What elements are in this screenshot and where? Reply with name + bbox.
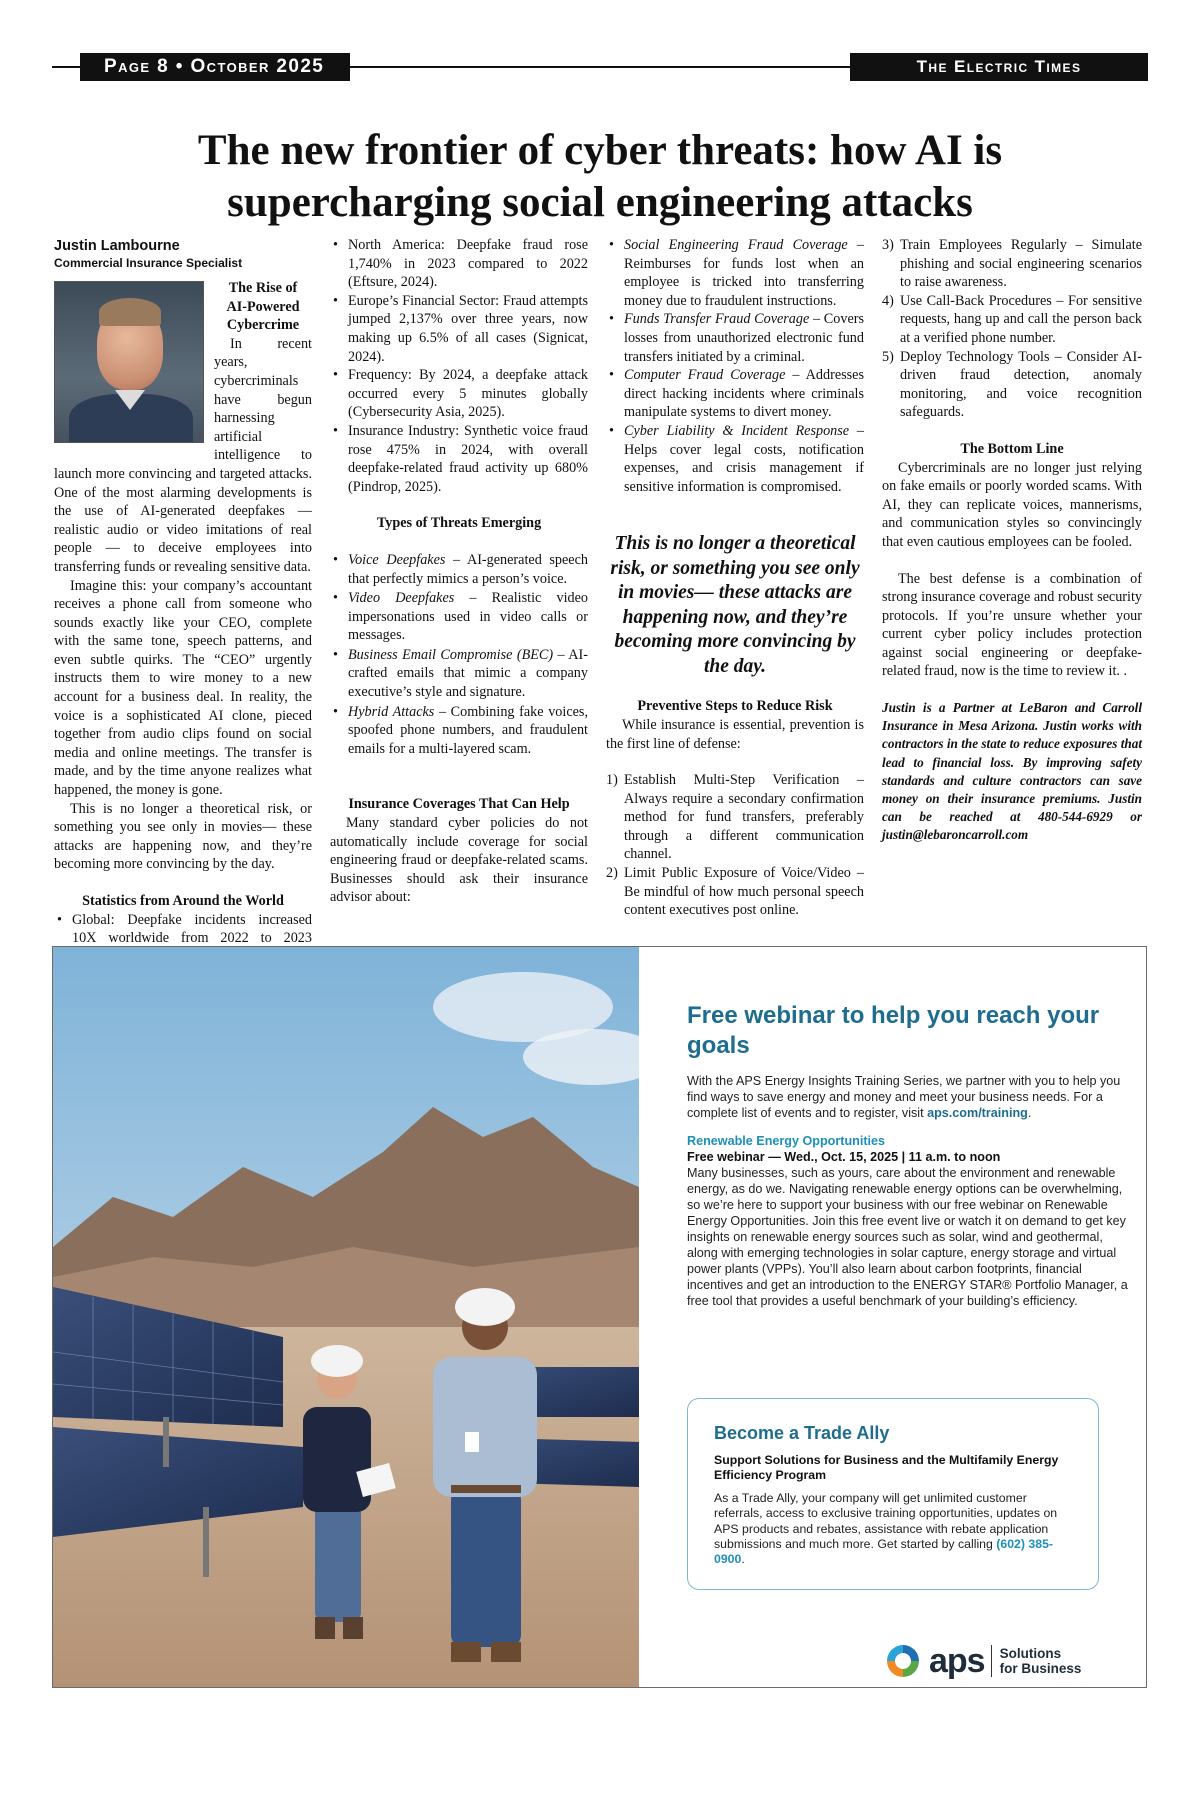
threat-desc: – AI-crafted emails that mimic a company executive’s style and signature.: [348, 646, 588, 701]
step-text: Establish Multi-Step Verification – Always require a secondary confirmation method for fund transfers, preferably through a different communication channel.: [624, 772, 864, 863]
training-link[interactable]: aps.com/training: [927, 1106, 1028, 1120]
trade-ally-subtitle: Support Solutions for Business and the Multifamily Energy Efficiency Program: [714, 1453, 1059, 1482]
coverage-item: [606, 236, 864, 310]
page-label: Page 8 • October 2025: [80, 53, 350, 81]
ad-photo-solar-workers: [53, 947, 639, 1688]
ad-intro-end: .: [1027, 1106, 1032, 1120]
step-item: [606, 771, 864, 864]
threat-name: Voice Deepfakes: [348, 551, 446, 568]
step-item: [882, 348, 1142, 422]
ad-intro: [687, 1073, 1137, 1121]
rise-heading-line-3: Cybercrime: [226, 317, 300, 334]
aps-advertisement: [52, 946, 1147, 1688]
step-number: 1): [606, 772, 618, 789]
aps-logo: [883, 1641, 1081, 1681]
steps-intro: While insurance is essential, prevention is the first line of defense:: [606, 716, 864, 752]
article-column-3: [606, 236, 864, 920]
step-item: [606, 864, 864, 920]
steps-heading: Preventive Steps to Reduce Risk: [637, 698, 833, 715]
trade-ally-end: .: [741, 1552, 745, 1567]
legs: [451, 1487, 521, 1647]
paragraph-not-theoretical: This is no longer a theoretical risk, or something you see only in movies— these attacks are happening now, and they’re becoming more convincing by the day.: [54, 800, 312, 873]
threat-item: [330, 551, 588, 588]
event-body: Many businesses, such as yours, care about the environment and renewable energy, as do we. Navigating renewable energy options can be overwhelming, so we’re here to support your business with our free webinar on Renewable Energy Opportunities. Join this free event live or watch it on demand to get key insights on renewable energy sources such as solar, wind and geothermal, along with emerging technologies in solar capture, energy storage and virtual power plants (VPPs). You’ll also learn about carbon footprints, financial incentives and get an introduction to the ENERGY STAR® Portfolio Manager, a free tool that provides a useful benchmark of your building’s efficiency.: [687, 1166, 1128, 1308]
tagline-line-1: Solutions: [999, 1646, 1062, 1661]
coverage-item: [606, 310, 864, 366]
threat-item: [330, 703, 588, 759]
torso: [303, 1407, 371, 1512]
step-number: 4): [882, 292, 894, 309]
article-column-2: [330, 236, 588, 907]
trade-ally-body: [714, 1491, 1072, 1567]
step-text: Use Call-Back Procedures – For sensitive requests, hang up and call the person back at a verified phone number.: [900, 292, 1142, 346]
solar-field-illustration: [53, 947, 639, 1688]
aps-logo-icon: [883, 1641, 923, 1681]
coverage-desc: – Addresses direct hacking incidents where criminals manipulate systems to divert money.: [624, 367, 864, 421]
boots: [343, 1617, 363, 1639]
article-column-1: [54, 238, 312, 966]
threat-name: Video Deepfakes: [348, 590, 455, 607]
article-column-4: [882, 236, 1142, 845]
belt: [451, 1485, 521, 1493]
panel-post: [203, 1507, 209, 1577]
threat-desc: – Combining fake voices, spoofed phone numbers, and fraudulent emails for a multi-layered scam.: [348, 703, 588, 757]
paper-name: The Electric Times: [850, 53, 1148, 81]
threat-name: Business Email Compromise (BEC): [348, 646, 554, 663]
threats-heading: Types of Threats Emerging: [376, 515, 542, 532]
hard-hat: [311, 1345, 363, 1377]
rise-heading-line-1: The Rise of: [228, 280, 298, 296]
hard-hat: [455, 1288, 515, 1326]
stat-item: • Europe’s Financial Sector: Fraud attempts jumped 2,137% over three years, now making up 6.5% of all cases (Signicat, 2024).: [330, 292, 588, 366]
stats-list-part-2: [330, 236, 588, 496]
step-number: 2): [606, 865, 618, 882]
step-text: Deploy Technology Tools – Consider AI-driven fraud detection, anomaly monitoring, and voice recognition safeguards.: [900, 348, 1142, 421]
logo-divider: [991, 1645, 992, 1677]
step-item: [882, 292, 1142, 348]
coverage-heading: Insurance Coverages That Can Help: [348, 796, 570, 813]
boots: [315, 1617, 335, 1639]
ad-title: Free webinar to help you reach your goals: [687, 1002, 1100, 1059]
author-bio: Justin is a Partner at LeBaron and Carroll Insurance in Mesa Arizona. Justin works with contractors in the state to reduce exposures that lead to financial loss. By improving safety standards and culture contractors can save money on their insurance premiums. Justin can be reached at 480-544-6929 or justin@lebaroncarroll.com: [882, 700, 1142, 843]
photo-hair: [99, 298, 161, 326]
paragraph-intro: In recent years, cybercriminals have begun harnessing artificial intelligence to launch more convincing and targeted attacks. One of the most alarming developments is the use of AI-generated deepfakes — realistic audio or video imitations of real people — to deceive employees into transferring funds or revealing sensitive data.: [54, 335, 312, 575]
panel-post: [163, 1417, 169, 1467]
paragraph-scenario: Imagine this: your company’s accountant receives a phone call from someone who sounds exactly like your CEO, complete with the same tone, speech patterns, and even subtle quirks. The “CEO” urgently instructs them to wire money to a new account for a business deal. In reality, the voice is a sophisticated AI clone, pieced together from audio clips found on social media and online meetings. The transfer is made, and by the time anyone realizes what happened, the money is gone.: [54, 577, 312, 799]
trade-ally-phone[interactable]: (602) 385-0900: [714, 1536, 1054, 1567]
coverage-intro: Many standard cyber policies do not automatically include coverage for social engineering fraud or deepfake-related scams. Businesses should ask their insurance advisor about:: [330, 815, 588, 906]
stat-item: • North America: Deepfake fraud rose 1,740% in 2023 compared to 2022 (Eftsure, 2024).: [330, 236, 588, 292]
stat-item: • Insurance Industry: Synthetic voice fraud rose 475% in 2024, with overall deepfake-related fraud activity up 680% (Pindrop, 2025).: [330, 422, 588, 496]
headline-line-2: supercharging social engineering attacks: [227, 179, 973, 226]
author-title: Commercial Insurance Specialist: [54, 256, 243, 270]
headline-line-1: The new frontier of cyber threats: how AI is: [197, 127, 1003, 174]
steps-list-part-2: [882, 236, 1142, 422]
stat-item: • Global: Deepfake incidents increased 10X worldwide from 2022 to 2023: [54, 911, 312, 967]
coverage-desc: – Reimburses for funds lost when an employee is tricked into transferring money due to fraudulent instructions.: [624, 237, 864, 309]
author-name: Justin Lambourne: [54, 238, 180, 254]
badge: [465, 1432, 479, 1452]
threat-name: Hybrid Attacks: [348, 703, 435, 720]
step-number: 3): [882, 237, 894, 253]
steps-list-part-1: [606, 771, 864, 920]
threat-item: [330, 646, 588, 702]
event-name: Renewable Energy Opportunities: [687, 1134, 886, 1148]
event-when: Free webinar — Wed., Oct. 15, 2025 | 11 a.m. to noon: [687, 1150, 1001, 1164]
threat-item: [330, 589, 588, 645]
boots: [451, 1642, 481, 1662]
ad-webinar-text: [687, 1001, 1137, 1309]
trade-ally-title: Become a Trade Ally: [714, 1423, 890, 1443]
coverage-desc: – Covers losses from unauthorized electronic fund transfers initiated by a criminal.: [624, 311, 864, 365]
stat-item: • Frequency: By 2024, a deepfake attack occurred every 5 minutes globally (Cybersecurity Asia, 2025).: [330, 366, 588, 422]
torso: [433, 1357, 537, 1497]
coverage-name: Cyber Liability & Incident Response: [624, 422, 850, 439]
coverage-item: [606, 366, 864, 422]
tagline-line-2: for Business: [999, 1661, 1082, 1676]
boots: [491, 1642, 521, 1662]
coverage-desc: – Helps cover legal costs, notification expenses, and crisis management if sensitive information is compromised.: [624, 422, 865, 495]
coverage-list: [606, 236, 864, 496]
aps-logo-tagline: [1000, 1646, 1082, 1676]
step-item: [882, 236, 1142, 292]
aps-logo-word: aps: [929, 1641, 985, 1680]
ad-intro-text: With the APS Energy Insights Training Series, we partner with you to help you find ways to save energy and money and meet your business needs. For a complete list of events and to register, visit: [687, 1074, 1121, 1120]
coverage-name: Social Engineering Fraud Coverage: [624, 237, 848, 253]
threat-desc: – AI-generated speech that perfectly mimics a person’s voice.: [348, 551, 588, 587]
bottom-line-p2: The best defense is a combination of strong insurance coverage and robust security protocols. If you’re unsure whether your current cyber policy includes protection against social engineering or deepfake-related fraud, now is the time to review it. .: [882, 570, 1142, 680]
masthead-rule-center: [350, 66, 850, 68]
threat-desc: – Realistic video impersonations used in video calls or messages.: [348, 590, 588, 644]
bottom-line-heading: The Bottom Line: [960, 440, 1064, 457]
trade-ally-box: [687, 1398, 1099, 1590]
author-photo: [54, 281, 204, 443]
step-text: Limit Public Exposure of Voice/Video – Be mindful of how much personal speech content executives post online.: [624, 865, 864, 919]
coverage-item: [606, 422, 864, 496]
coverage-name: Funds Transfer Fraud Coverage: [624, 311, 810, 328]
step-number: 5): [882, 348, 894, 365]
trade-ally-text: As a Trade Ally, your company will get unlimited customer referrals, access to exclusive training opportunities, updates on APS products and rebates, assistance with rebate application submissions and much more. Get started by calling: [714, 1491, 1058, 1551]
masthead-rule-left: [52, 66, 82, 68]
rise-heading-line-2: AI-Powered: [226, 298, 300, 315]
stats-heading: Statistics from Around the World: [82, 893, 284, 909]
legs: [315, 1502, 361, 1622]
bottom-line-p1: Cybercriminals are no longer just relying on fake emails or poorly worded scams. With AI, they can replicate voices, mannerisms, and communication styles so convincingly that even cautious employees can be fooled.: [882, 459, 1142, 550]
threats-list: [330, 551, 588, 759]
article-headline: [60, 125, 1140, 229]
step-text: Train Employees Regularly – Simulate phishing and social engineering scenarios to raise awareness.: [900, 237, 1142, 291]
pull-quote: This is no longer a theoretical risk, or something you see only in movies— these attacks are happening now, and they’re becoming more convincing by the day.: [610, 533, 860, 677]
coverage-name: Computer Fraud Coverage: [624, 367, 786, 384]
